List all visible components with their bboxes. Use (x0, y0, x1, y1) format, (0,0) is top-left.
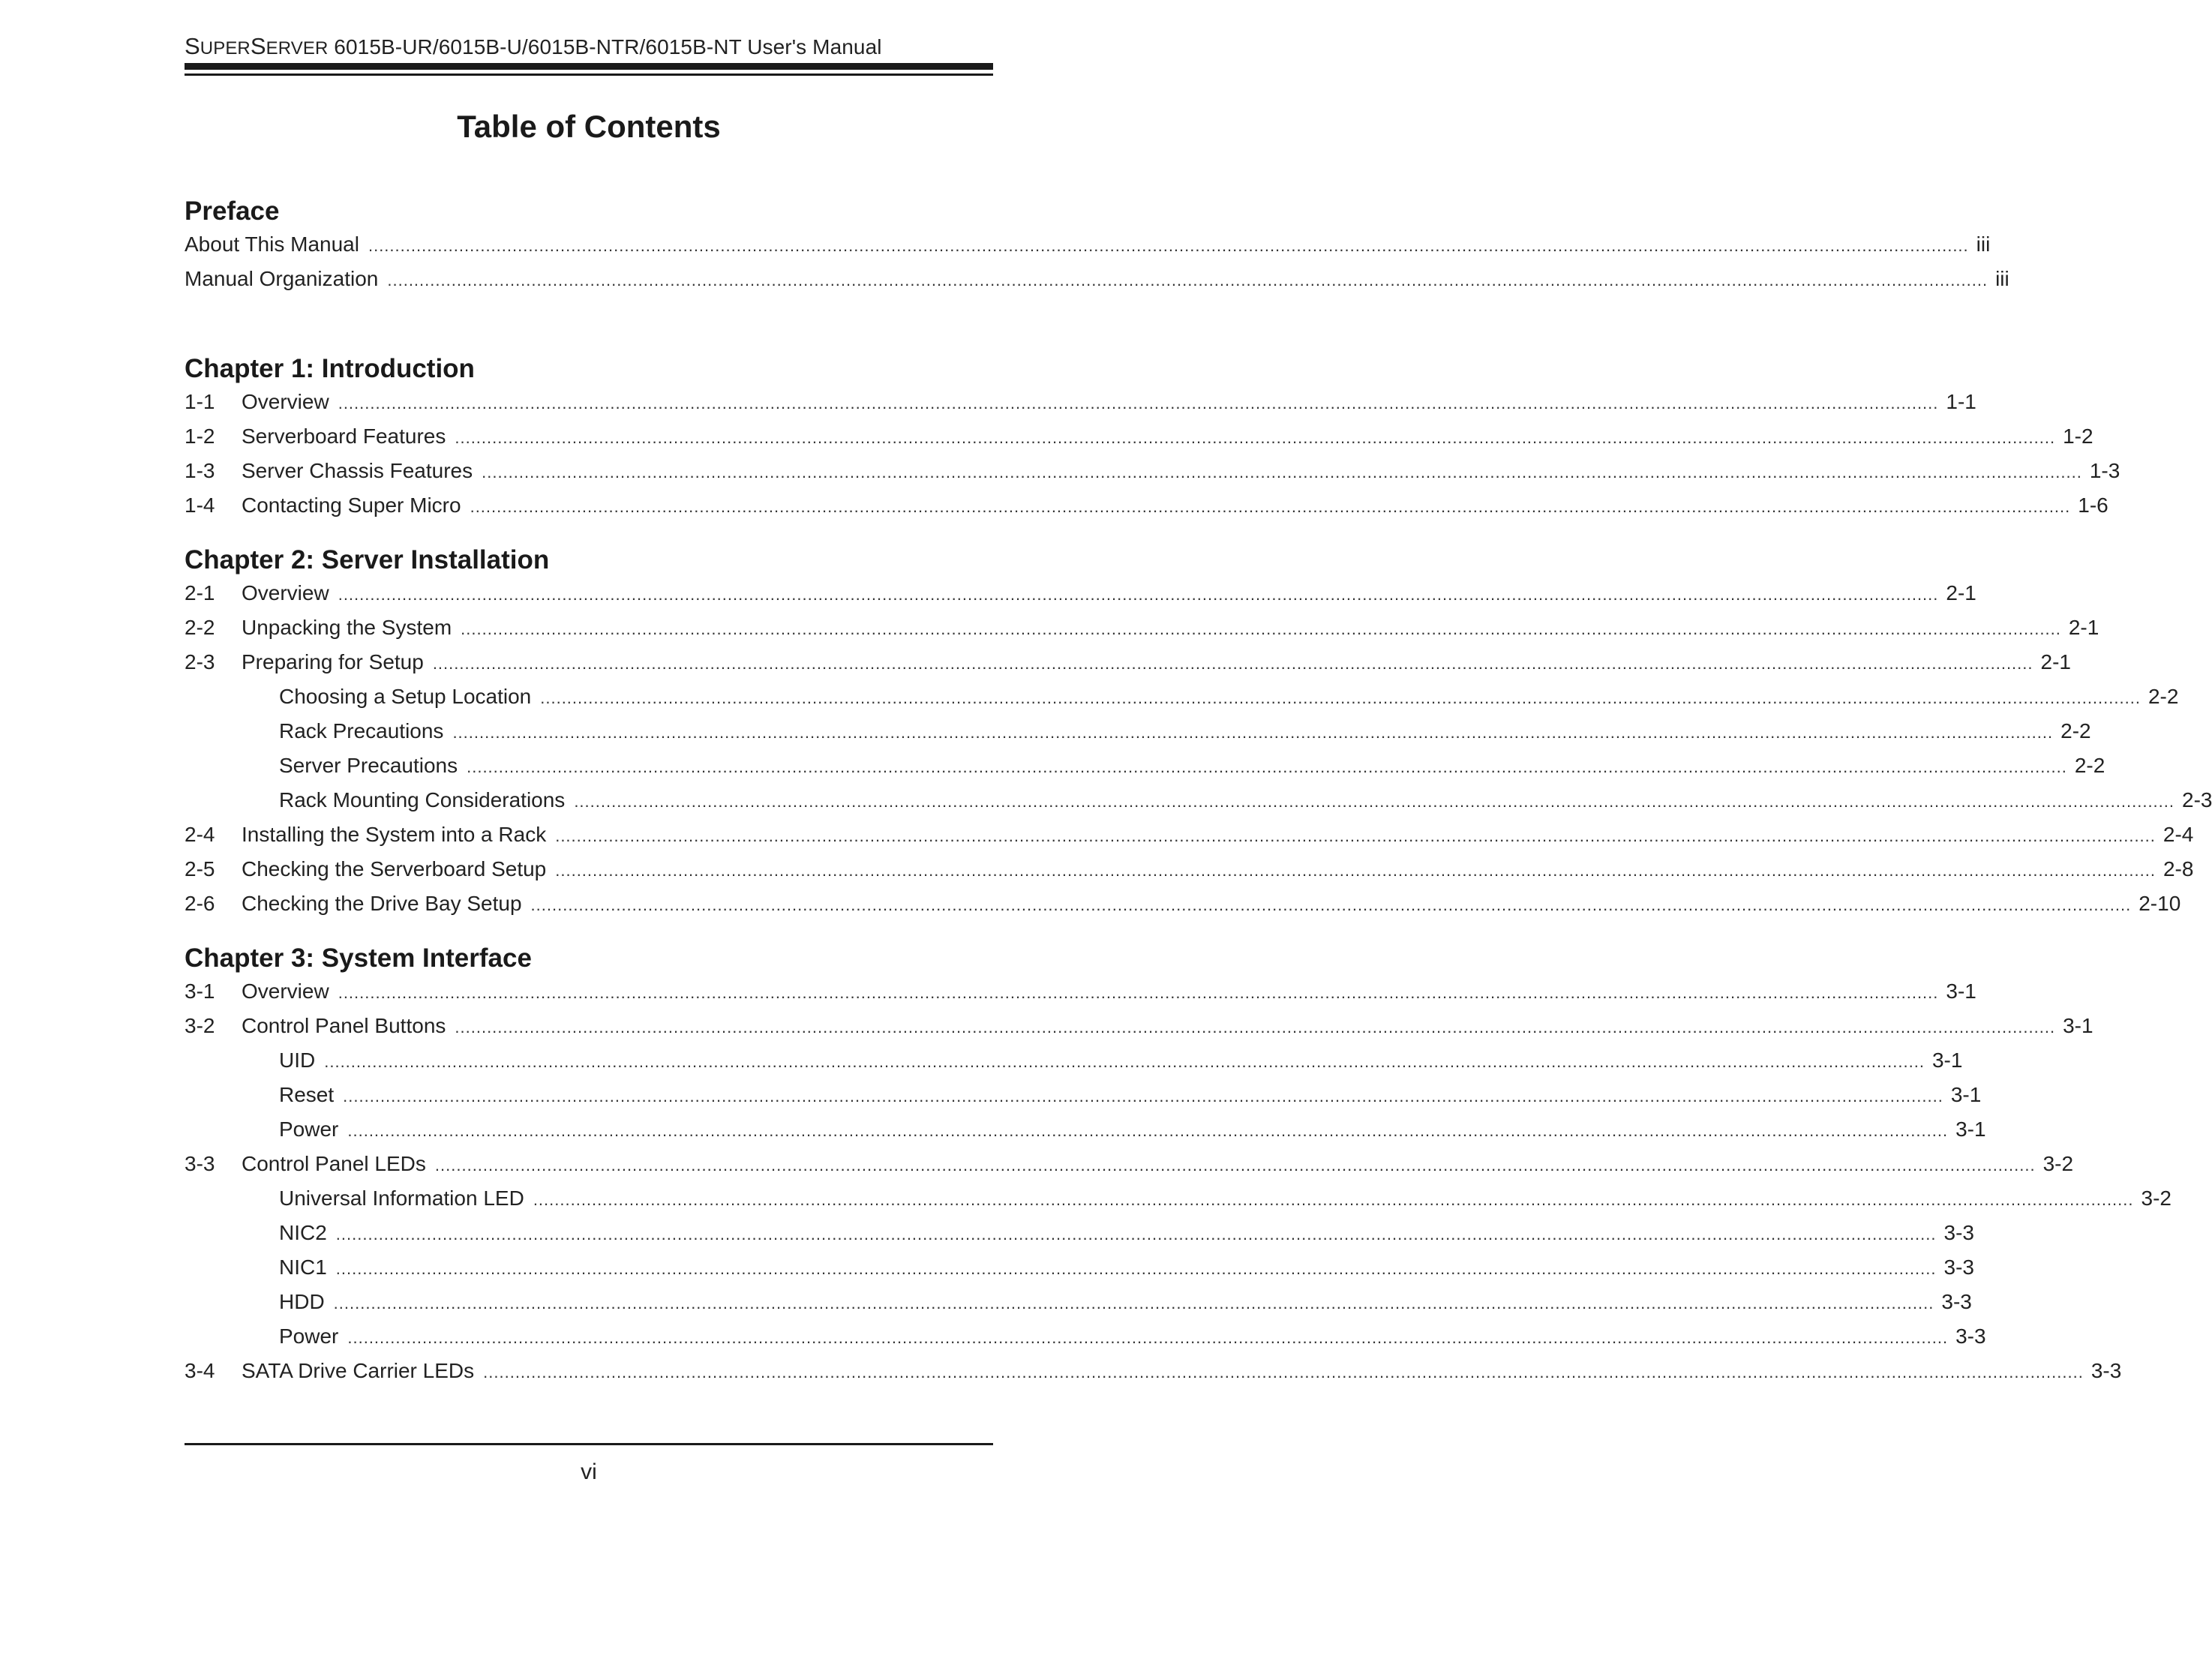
toc-entry-page: 3-1 (1931, 1048, 1963, 1072)
toc-entry-label: Power (279, 1118, 339, 1141)
running-header (185, 33, 993, 60)
toc-entry-label: Overview (242, 581, 329, 604)
toc-entry-page: 2-2 (2060, 719, 2091, 742)
toc-entry[interactable] (185, 1290, 1972, 1320)
toc-entry-label: Rack Precautions (279, 719, 444, 742)
toc-entry[interactable] (185, 581, 1976, 611)
toc-entry-page: 2-1 (2040, 650, 2071, 674)
toc-entry-label: Universal Information LED (279, 1186, 524, 1210)
toc-entry-page: 3-1 (1950, 1083, 1982, 1106)
toc-entry[interactable] (185, 719, 2091, 749)
toc-entry-number: 3-3 (185, 1152, 215, 1175)
toc-leader-dots: ............................................................................................................................................................................................................................................................................................................ (387, 271, 1988, 290)
toc-entry-label: Server Chassis Features (242, 459, 473, 482)
toc-entry[interactable] (185, 267, 2009, 297)
toc-entry-label: Server Precautions (279, 754, 458, 777)
toc-entry-label: Reset (279, 1083, 335, 1106)
toc-entry[interactable] (185, 754, 2105, 784)
toc-leader-dots: ............................................................................................................................................................................................................................................................................................................ (335, 1259, 1937, 1278)
footer-rule (185, 1443, 993, 1445)
page-number: vi (581, 1460, 597, 1484)
toc-entry-label: Checking the Serverboard Setup (242, 857, 547, 880)
toc-entry-page: 2-3 (2182, 788, 2212, 812)
header-initial-s2: S (250, 33, 266, 59)
toc-leader-dots: ............................................................................................................................................................................................................................................................................................................ (455, 428, 2056, 447)
toc-entry-label: Preparing for Setup (242, 650, 424, 674)
toc-entry[interactable] (185, 650, 2071, 680)
toc-entry-number: 3-4 (185, 1359, 215, 1382)
toc-entry-page: 3-3 (1943, 1221, 1974, 1244)
toc-entry[interactable] (185, 823, 2194, 853)
toc-entry[interactable] (185, 1083, 1982, 1113)
header-rule-thick (185, 63, 993, 70)
toc-leader-dots: ............................................................................................................................................................................................................................................................................................................ (335, 1225, 1937, 1244)
toc-leader-dots: ............................................................................................................................................................................................................................................................................................................ (347, 1121, 1949, 1140)
toc-entry-page: 2-1 (1946, 581, 1976, 604)
toc-entry[interactable] (185, 1186, 2171, 1216)
toc-leader-dots: ............................................................................................................................................................................................................................................................................................................ (452, 723, 2054, 742)
toc-entry-label: Overview (242, 390, 329, 413)
toc-entry-label: Overview (242, 980, 329, 1003)
toc-leader-dots: ............................................................................................................................................................................................................................................................................................................ (347, 1328, 1949, 1347)
toc-entry-label: Contacting Super Micro (242, 494, 461, 517)
toc-leader-dots: ............................................................................................................................................................................................................................................................................................................ (483, 1363, 2084, 1382)
toc-entry-number: 1-2 (185, 424, 215, 448)
toc-entry-page: 3-1 (1955, 1118, 1986, 1141)
toc-leader-dots: ............................................................................................................................................................................................................................................................................................................ (530, 896, 2132, 914)
toc-leader-dots: ............................................................................................................................................................................................................................................................................................................ (338, 394, 1939, 412)
toc-leader-dots: ............................................................................................................................................................................................................................................................................................................ (467, 758, 2067, 776)
toc-entry-page: 3-3 (2090, 1359, 2122, 1382)
toc-entry[interactable] (185, 1152, 2074, 1182)
toc-entry-number: 2-5 (185, 857, 215, 880)
toc-entry-page: 2-8 (2162, 857, 2194, 880)
toc-entry-label: Manual Organization (185, 267, 379, 290)
toc-entry-page: 2-10 (2138, 892, 2181, 915)
toc-leader-dots: ............................................................................................................................................................................................................................................................................................................ (338, 585, 1939, 604)
toc-entry[interactable] (185, 1221, 1974, 1251)
toc-entry-label: UID (279, 1048, 316, 1072)
toc-entry[interactable] (185, 1256, 1974, 1286)
toc-leader-dots: ............................................................................................................................................................................................................................................................................................................ (432, 654, 2033, 673)
toc-entry-label: Installing the System into a Rack (242, 823, 547, 846)
toc-entry-page: 3-2 (2141, 1186, 2171, 1210)
header-title-rest: 6015B-UR/6015B-U/6015B-NTR/6015B-NT User's Manual (328, 35, 882, 58)
toc-entry[interactable] (185, 390, 1976, 420)
header-rule-thin (185, 74, 993, 76)
toc-entry-number: 2-2 (185, 616, 215, 639)
toc-entry[interactable] (185, 1048, 1963, 1078)
toc-entry-label: Checking the Drive Bay Setup (242, 892, 522, 915)
toc-entry[interactable] (185, 892, 2181, 922)
toc-entry[interactable] (185, 424, 2093, 454)
toc-entry-label: About This Manual (185, 232, 359, 256)
toc-leader-dots: ............................................................................................................................................................................................................................................................................................................ (333, 1294, 1934, 1312)
page-title: Table of Contents (457, 109, 721, 144)
toc-entry-page: 2-4 (2162, 823, 2194, 846)
toc-leader-dots: ............................................................................................................................................................................................................................................................................................................ (338, 983, 1939, 1002)
toc-entry-label: Rack Mounting Considerations (279, 788, 566, 812)
toc-entry-number: 1-3 (185, 459, 215, 482)
toc-leader-dots: ............................................................................................................................................................................................................................................................................................................ (368, 236, 1969, 255)
toc-entry-label: NIC1 (279, 1256, 327, 1279)
toc-entry[interactable] (185, 232, 1991, 262)
toc-entry[interactable] (185, 788, 2212, 818)
toc-entry-label: SATA Drive Carrier LEDs (242, 1359, 475, 1382)
section-heading: Preface (185, 196, 280, 226)
toc-entry-page: 3-3 (1941, 1290, 1972, 1313)
toc-leader-dots: ............................................................................................................................................................................................................................................................................................................ (324, 1052, 1925, 1071)
toc-entry[interactable] (185, 685, 2179, 715)
toc-leader-dots: ............................................................................................................................................................................................................................................................................................................ (555, 861, 2156, 880)
toc-entry-number: 2-6 (185, 892, 215, 915)
toc-leader-dots: ............................................................................................................................................................................................................................................................................................................ (555, 826, 2156, 845)
toc-entry-page: 2-1 (2068, 616, 2099, 639)
toc-entry-page: 1-6 (2078, 494, 2108, 517)
toc-entry-page: iii (1976, 232, 1991, 256)
toc-entry-page: 3-1 (1946, 980, 1976, 1003)
toc-entry-page: 3-3 (1943, 1256, 1974, 1279)
toc-entry-page: iii (1995, 267, 2009, 290)
toc-entry[interactable] (185, 1359, 2122, 1389)
toc-entry-number: 2-4 (185, 823, 215, 846)
toc-entry[interactable] (185, 980, 1976, 1010)
toc-entry[interactable] (185, 1014, 2093, 1044)
toc-leader-dots: ............................................................................................................................................................................................................................................................................................................ (343, 1087, 1943, 1106)
header-erver: ERVER (266, 38, 329, 58)
toc-leader-dots: ............................................................................................................................................................................................................................................................................................................ (533, 1190, 2134, 1209)
toc-leader-dots: ............................................................................................................................................................................................................................................................................................................ (540, 688, 2141, 707)
toc-entry-label: Control Panel Buttons (242, 1014, 446, 1037)
toc-entry-number: 1-1 (185, 390, 215, 413)
toc-entry-page: 3-3 (1955, 1324, 1986, 1348)
section-heading: Chapter 1: Introduction (185, 354, 475, 383)
toc-entry[interactable] (185, 1324, 1986, 1354)
toc-leader-dots: ............................................................................................................................................................................................................................................................................................................ (482, 463, 2082, 482)
toc-entry[interactable] (185, 616, 2099, 646)
toc-leader-dots: ............................................................................................................................................................................................................................................................................................................ (461, 620, 2061, 638)
toc-leader-dots: ............................................................................................................................................................................................................................................................................................................ (470, 497, 2071, 516)
toc-entry-number: 3-1 (185, 980, 215, 1003)
toc-entry-page: 3-1 (2063, 1014, 2093, 1037)
toc-leader-dots: ............................................................................................................................................................................................................................................................................................................ (434, 1156, 2036, 1174)
toc-entry-label: Serverboard Features (242, 424, 446, 448)
toc-entry[interactable] (185, 1118, 1986, 1148)
toc-entry-page: 1-3 (2089, 459, 2120, 482)
toc-leader-dots: ............................................................................................................................................................................................................................................................................................................ (574, 792, 2175, 811)
toc-entry-label: Power (279, 1324, 339, 1348)
toc-entry-number: 2-1 (185, 581, 215, 604)
section-heading: Chapter 3: System Interface (185, 944, 532, 973)
header-upper: UPER (200, 38, 251, 58)
toc-entry-number: 2-3 (185, 650, 215, 674)
toc-entry-label: HDD (279, 1290, 325, 1313)
toc-entry[interactable] (185, 857, 2194, 887)
toc-entry-label: Choosing a Setup Location (279, 685, 532, 708)
toc-entry-label: Unpacking the System (242, 616, 452, 639)
toc-entry-page: 2-2 (2074, 754, 2105, 777)
toc-entry-page: 1-1 (1946, 390, 1976, 413)
toc-entry-label: Control Panel LEDs (242, 1152, 426, 1175)
toc-entry-number: 1-4 (185, 494, 215, 517)
header-initial-s: S (185, 33, 200, 59)
toc-entry[interactable] (185, 494, 2108, 524)
section-heading: Chapter 2: Server Installation (185, 545, 550, 574)
toc-entry-page: 2-2 (2147, 685, 2179, 708)
toc-entry-label: NIC2 (279, 1221, 327, 1244)
toc-entry[interactable] (185, 459, 2120, 489)
toc-leader-dots: ............................................................................................................................................................................................................................................................................................................ (455, 1018, 2056, 1036)
toc-entry-page: 1-2 (2063, 424, 2093, 448)
toc-entry-page: 3-2 (2042, 1152, 2074, 1175)
toc-entry-number: 3-2 (185, 1014, 215, 1037)
